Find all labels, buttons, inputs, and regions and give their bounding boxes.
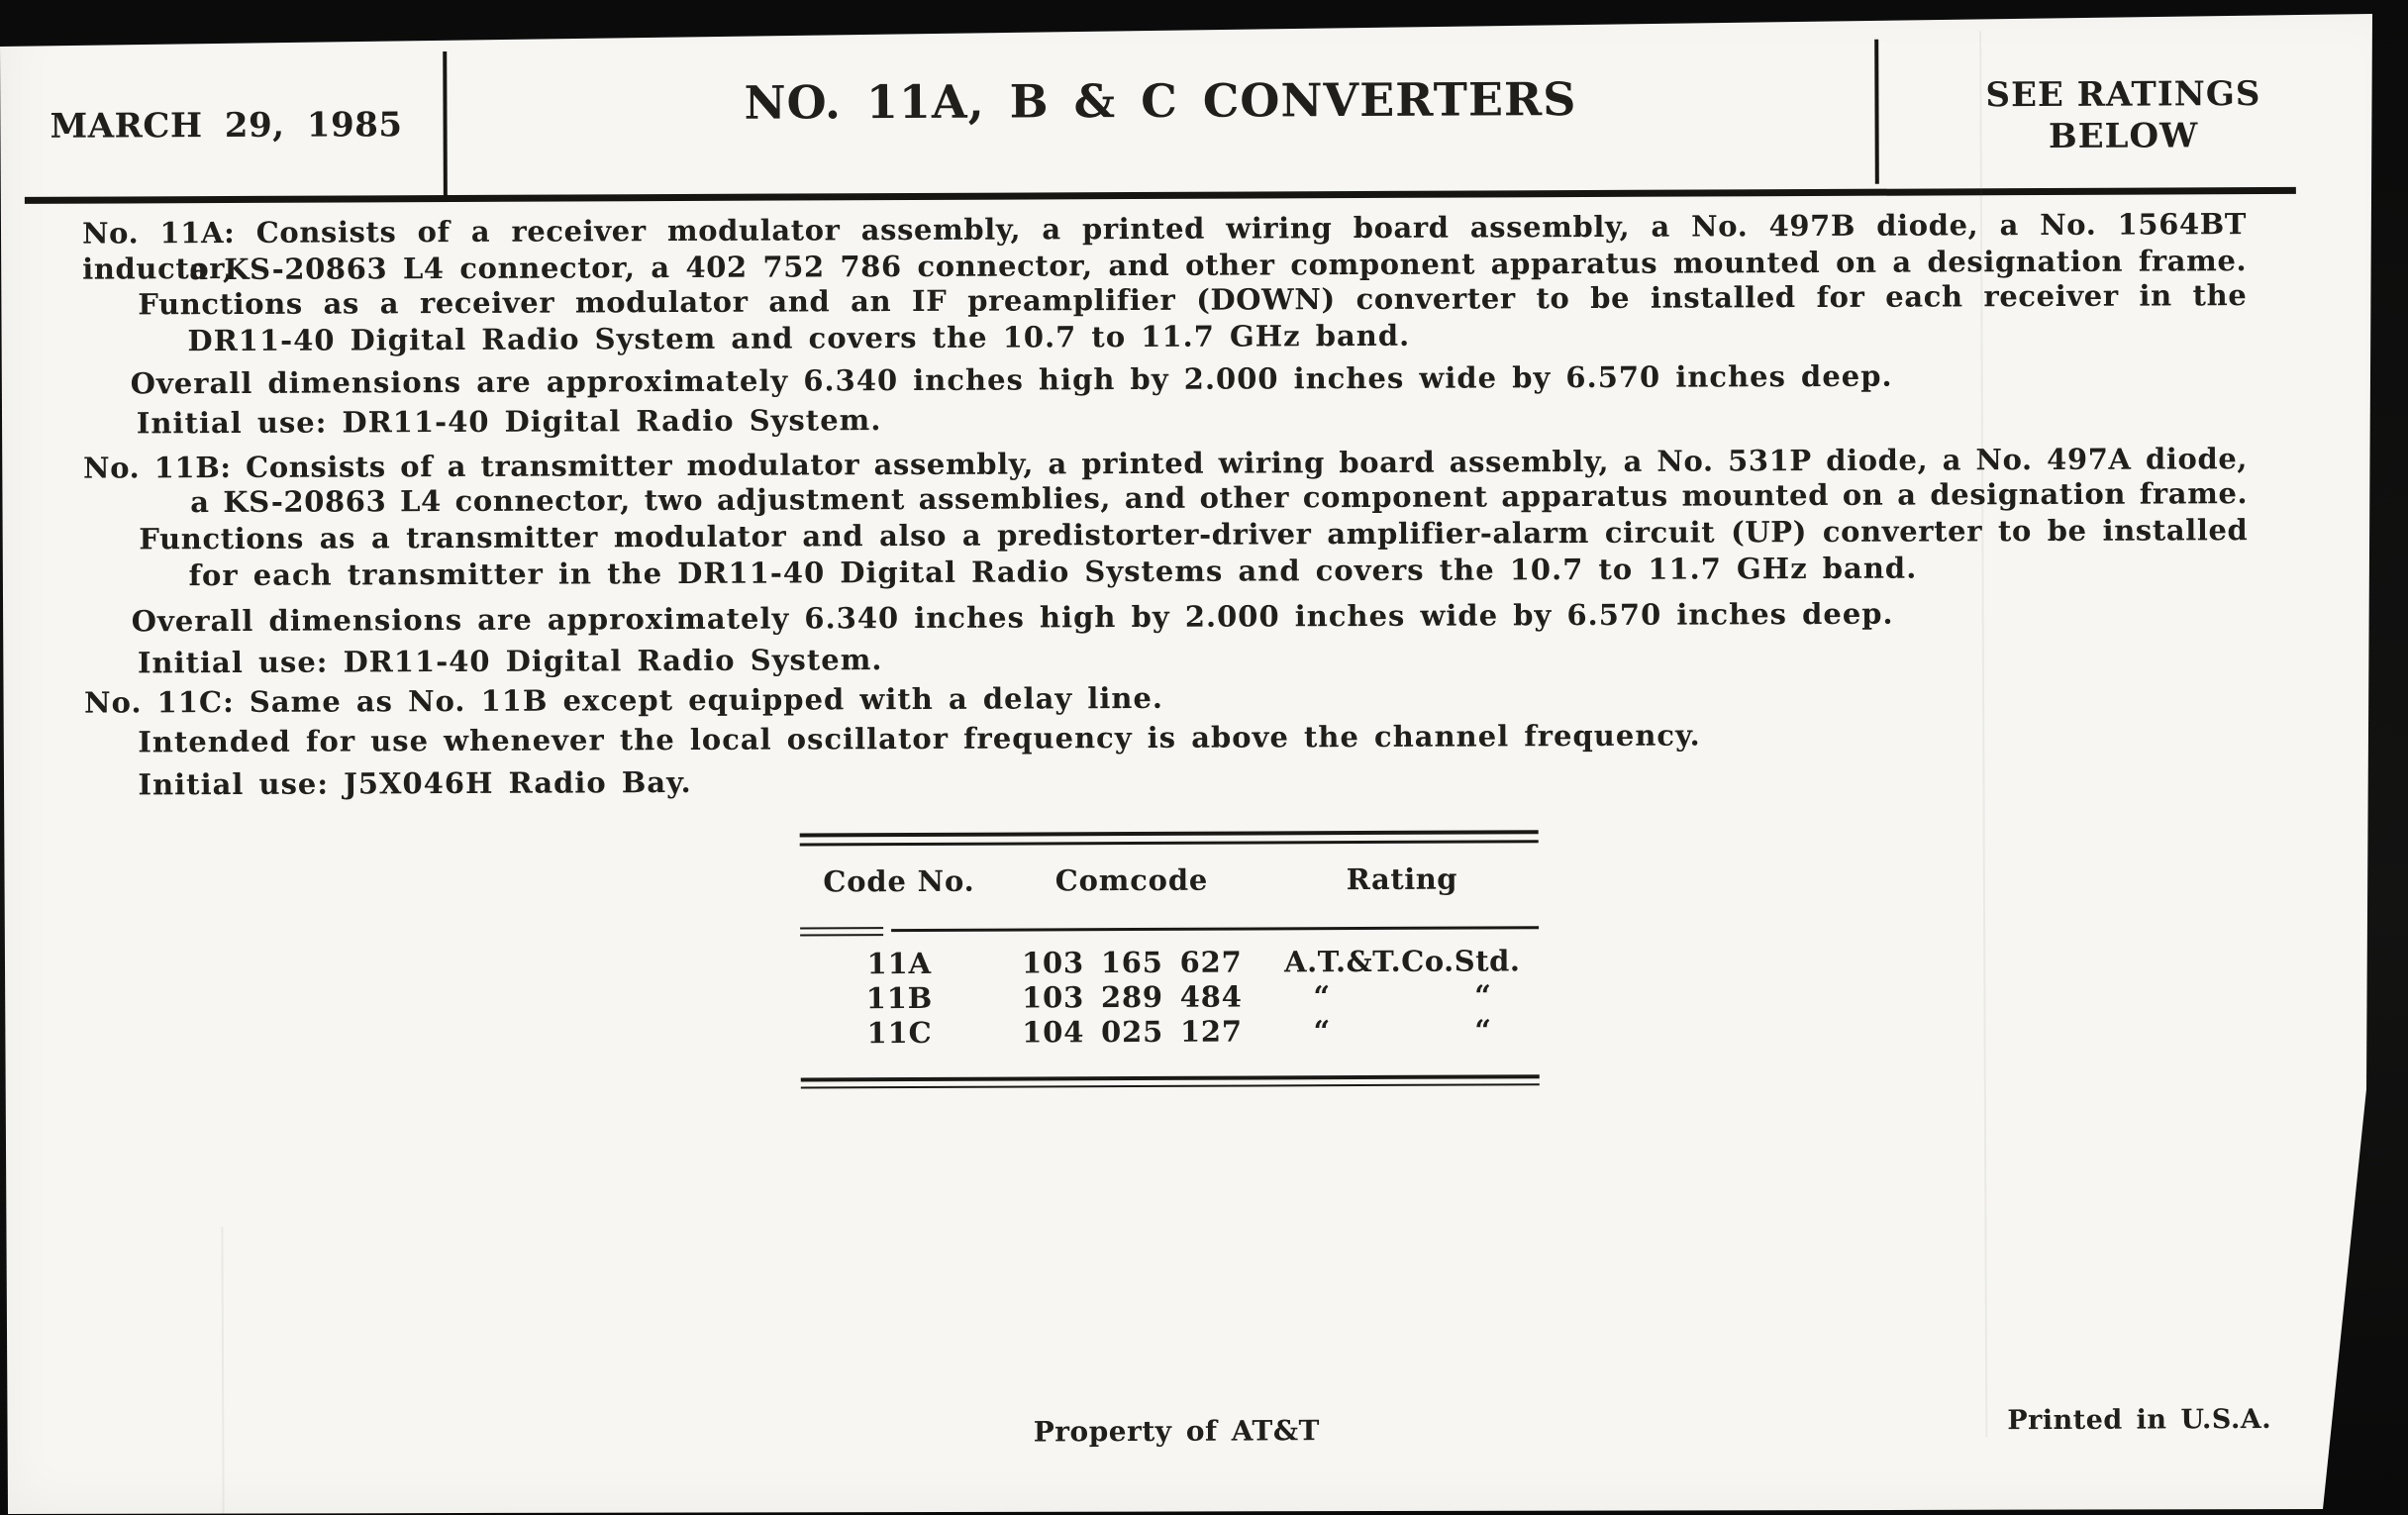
body-line: No. 11B: Consists of a transmitter modulator assembly, a printed wiring board assembly, a No. 531P diode, a No. 497A diode, <box>82 442 2249 485</box>
body-line: No. 11C: Same as No. 11B except equipped with a delay line. <box>84 680 1164 720</box>
cell-code: 11A <box>866 946 932 981</box>
footer-printed-notice: Printed in U.S.A. <box>2007 1404 2272 1437</box>
cell-comcode: 103 165 627 <box>1021 945 1243 980</box>
table-row <box>800 944 1539 981</box>
cell-comcode: 104 025 127 <box>1022 1014 1243 1050</box>
body-line: Functions as a transmitter modulator and also a predistorter-driver amplifier-alarm circuit (UP) converter to be installed <box>139 513 2249 556</box>
footer-property-notice: Property of AT&T <box>1033 1414 1320 1449</box>
table-header-rule <box>891 926 1539 932</box>
table-bottom-rule-2 <box>801 1083 1540 1088</box>
table-header-rule-seg2 <box>800 934 883 936</box>
table-row <box>800 978 1539 1016</box>
cell-code: 11B <box>865 980 934 1016</box>
page-title: NO. 11A, B & C CONVERTERS <box>744 72 1577 130</box>
cell-comcode: 103 289 484 <box>1022 979 1243 1015</box>
body-line: No. 11A: Consists of a receiver modulator assembly, a printed wiring board assembly, a No. 497B diode, a No. 1564BT inductor, <box>81 207 2248 286</box>
cell-code: 11C <box>866 1015 933 1051</box>
cell-rating-ditto <box>1265 1013 1539 1049</box>
body-line: Overall dimensions are approximately 6.340 inches high by 2.000 inches wide by 6.570 inches deep. <box>130 358 1893 401</box>
table-top-rule-2 <box>800 840 1539 846</box>
ditto-mark: “ <box>1474 978 1492 1013</box>
header-rule <box>25 187 2296 204</box>
table-bottom-rule <box>801 1074 1540 1081</box>
body-line: Intended for use whenever the local oscillator frequency is above the channel frequency. <box>138 718 1701 759</box>
table-top-rule <box>800 830 1539 837</box>
ratings-note-line1: SEE RATINGS <box>1985 74 2261 116</box>
ratings-note <box>1878 73 2367 158</box>
body-line: DR11-40 Digital Radio System and covers the 10.7 to 11.7 GHz band. <box>187 318 1411 358</box>
ratings-note-line2: BELOW <box>2048 116 2199 156</box>
col-header-rating: Rating <box>1346 861 1458 897</box>
ditto-mark: “ <box>1313 1014 1331 1049</box>
ditto-mark: “ <box>1474 1013 1492 1048</box>
table-header-rule-seg <box>800 927 883 929</box>
col-header-code: Code No. <box>823 863 975 899</box>
body-line: Initial use: DR11-40 Digital Radio System. <box>137 643 883 680</box>
body-line: Functions as a receiver modulator and an IF preamplifier (DOWN) converter to be installed for each receiver in the <box>138 278 2248 322</box>
body-line: Overall dimensions are approximately 6.340 inches high by 2.000 inches wide by 6.570 inches deep. <box>131 596 1894 639</box>
scan-artifact-line <box>221 1227 224 1514</box>
cell-rating-ditto <box>1265 978 1539 1014</box>
body-line: Initial use: DR11-40 Digital Radio System. <box>136 403 882 441</box>
body-line: a KS-20863 L4 connector, two adjustment assemblies, and other component apparatus mounted on a designation frame. <box>190 476 2249 520</box>
table-header-row <box>800 861 1539 899</box>
body-line: a KS-20863 L4 connector, a 402 752 786 connector, and other component apparatus mounted on a designation frame. <box>189 244 2248 287</box>
issue-date: MARCH 29, 1985 <box>50 105 403 147</box>
table-row <box>800 1013 1539 1051</box>
ditto-mark: “ <box>1313 979 1331 1014</box>
cell-rating: A.T.&T.Co.Std. <box>1283 944 1521 979</box>
col-header-comcode: Comcode <box>1054 862 1209 898</box>
body-line: for each transmitter in the DR11-40 Digital Radio Systems and covers the 10.7 to 11.7 GHz band. <box>188 551 1918 593</box>
body-line: Initial use: J5X046H Radio Bay. <box>138 764 692 802</box>
